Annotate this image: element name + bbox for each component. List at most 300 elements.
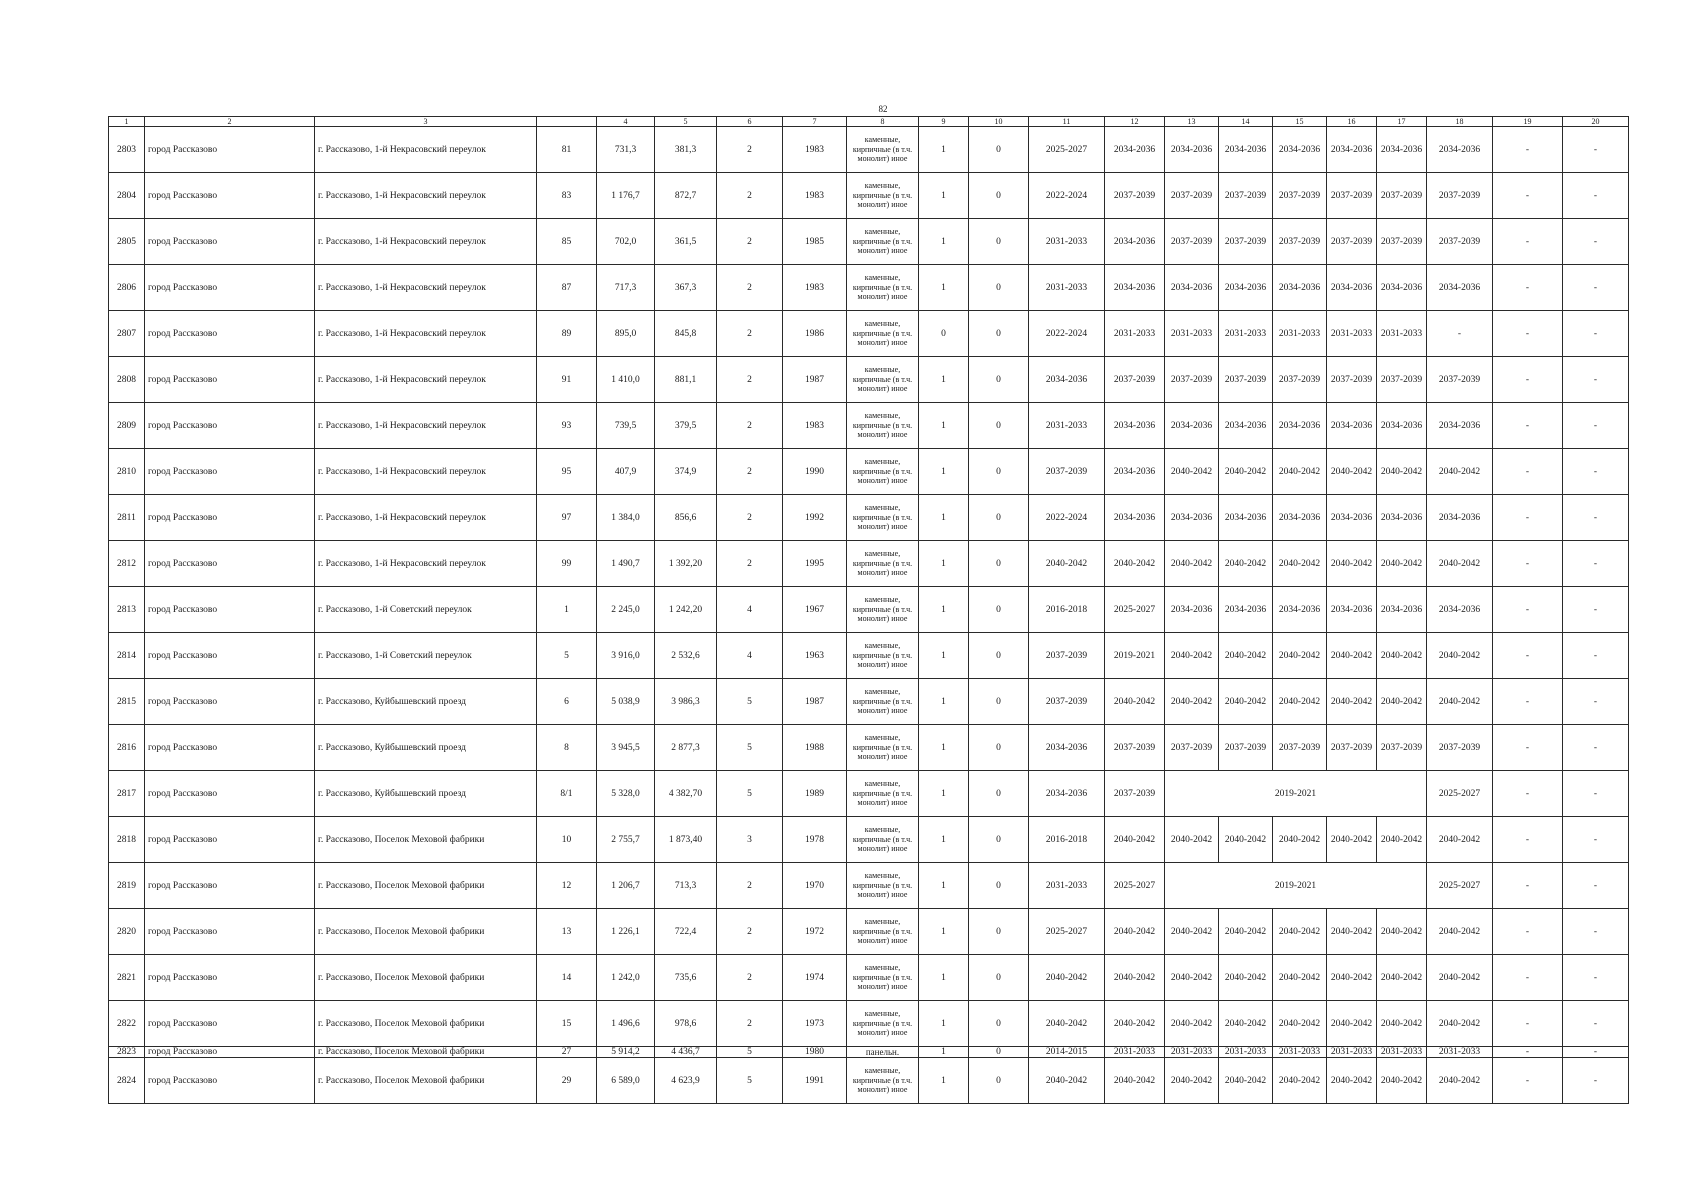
cell-c10: 0	[969, 771, 1029, 817]
cell-c7: 1985	[783, 219, 847, 265]
cell-c8: каменные, кирпичные (в т.ч. монолит) иное	[847, 495, 919, 541]
cell-c5: 722,4	[655, 909, 717, 955]
cell-n: 2805	[109, 219, 145, 265]
cell-house: 13	[537, 909, 597, 955]
cell-c18: 2040-2042	[1427, 679, 1493, 725]
cell-c18: 2040-2042	[1427, 909, 1493, 955]
column-number-13: 13	[1165, 117, 1219, 127]
cell-c18: 2040-2042	[1427, 449, 1493, 495]
cell-c18: -	[1427, 311, 1493, 357]
cell-c10: 0	[969, 1058, 1029, 1104]
housing-register-table	[108, 116, 1629, 1104]
cell-c13: 2034-2036	[1165, 587, 1219, 633]
cell-c8: каменные, кирпичные (в т.ч. монолит) иное	[847, 955, 919, 1001]
cell-house: 93	[537, 403, 597, 449]
cell-c9: 1	[919, 909, 969, 955]
cell-c5: 374,9	[655, 449, 717, 495]
cell-mo: город Рассказово	[145, 587, 315, 633]
cell-c19: -	[1493, 725, 1563, 771]
cell-c7: 1978	[783, 817, 847, 863]
cell-c4: 1 226,1	[597, 909, 655, 955]
cell-c14: 2040-2042	[1219, 679, 1273, 725]
cell-c9: 0	[919, 311, 969, 357]
cell-c16: 2040-2042	[1327, 909, 1377, 955]
cell-c20: -	[1563, 357, 1629, 403]
cell-c20: -	[1563, 1001, 1629, 1047]
cell-mo: город Рассказово	[145, 1001, 315, 1047]
cell-c19: -	[1493, 1058, 1563, 1104]
cell-c11: 2031-2033	[1029, 403, 1105, 449]
cell-c10: 0	[969, 311, 1029, 357]
cell-addr: г. Рассказово, Поселок Меховой фабрики	[315, 1047, 537, 1058]
cell-c5: 856,6	[655, 495, 717, 541]
column-number-7: 7	[783, 117, 847, 127]
table-row	[109, 495, 1629, 541]
cell-c8: каменные, кирпичные (в т.ч. монолит) иное	[847, 541, 919, 587]
cell-c6: 2	[717, 495, 783, 541]
cell-c5: 4 382,70	[655, 771, 717, 817]
cell-c14: 2037-2039	[1219, 219, 1273, 265]
cell-c16: 2034-2036	[1327, 587, 1377, 633]
column-number-blank	[537, 117, 597, 127]
cell-c7: 1963	[783, 633, 847, 679]
cell-c12: 2031-2033	[1105, 311, 1165, 357]
table-row	[109, 863, 1629, 909]
cell-addr: г. Рассказово, Поселок Меховой фабрики	[315, 1058, 537, 1104]
table-row	[109, 909, 1629, 955]
cell-c15: 2040-2042	[1273, 633, 1327, 679]
cell-c19: -	[1493, 1001, 1563, 1047]
cell-c20: -	[1563, 587, 1629, 633]
cell-c8: каменные, кирпичные (в т.ч. монолит) иное	[847, 587, 919, 633]
cell-mo: город Рассказово	[145, 909, 315, 955]
cell-merged: 2019-2021	[1165, 771, 1427, 817]
cell-c10: 0	[969, 1001, 1029, 1047]
cell-c13: 2037-2039	[1165, 219, 1219, 265]
cell-c8: каменные, кирпичные (в т.ч. монолит) иное	[847, 311, 919, 357]
cell-c5: 361,5	[655, 219, 717, 265]
cell-c16: 2040-2042	[1327, 679, 1377, 725]
cell-c7: 1980	[783, 1047, 847, 1058]
cell-c17: 2034-2036	[1377, 587, 1427, 633]
cell-c14: 2034-2036	[1219, 127, 1273, 173]
cell-c5: 1 392,20	[655, 541, 717, 587]
cell-c11: 2014-2015	[1029, 1047, 1105, 1058]
cell-c17: 2031-2033	[1377, 1047, 1427, 1058]
cell-mo: город Рассказово	[145, 265, 315, 311]
cell-c19: -	[1493, 173, 1563, 219]
cell-c14: 2031-2033	[1219, 1047, 1273, 1058]
cell-c18: 2034-2036	[1427, 127, 1493, 173]
cell-c16: 2040-2042	[1327, 633, 1377, 679]
table-row	[109, 127, 1629, 173]
cell-house: 14	[537, 955, 597, 1001]
column-number-19: 19	[1493, 117, 1563, 127]
cell-c13: 2034-2036	[1165, 403, 1219, 449]
cell-c17: 2040-2042	[1377, 955, 1427, 1001]
cell-c17: 2037-2039	[1377, 357, 1427, 403]
cell-c15: 2034-2036	[1273, 265, 1327, 311]
cell-mo: город Рассказово	[145, 955, 315, 1001]
cell-n: 2824	[109, 1058, 145, 1104]
cell-c12: 2034-2036	[1105, 265, 1165, 311]
cell-c10: 0	[969, 633, 1029, 679]
cell-c13: 2037-2039	[1165, 357, 1219, 403]
cell-c11: 2040-2042	[1029, 1058, 1105, 1104]
cell-c17: 2034-2036	[1377, 265, 1427, 311]
cell-c13: 2040-2042	[1165, 541, 1219, 587]
cell-c15: 2031-2033	[1273, 311, 1327, 357]
cell-c17: 2040-2042	[1377, 1001, 1427, 1047]
table-row	[109, 1047, 1629, 1058]
cell-c4: 895,0	[597, 311, 655, 357]
cell-n: 2813	[109, 587, 145, 633]
cell-c16: 2037-2039	[1327, 219, 1377, 265]
column-number-2: 2	[145, 117, 315, 127]
cell-c4: 1 496,6	[597, 1001, 655, 1047]
cell-c4: 1 242,0	[597, 955, 655, 1001]
cell-c19: -	[1493, 955, 1563, 1001]
cell-c19: -	[1493, 817, 1563, 863]
cell-c13: 2040-2042	[1165, 449, 1219, 495]
cell-house: 83	[537, 173, 597, 219]
cell-c8: панельн.	[847, 1047, 919, 1058]
cell-c16: 2040-2042	[1327, 449, 1377, 495]
cell-mo: город Рассказово	[145, 771, 315, 817]
cell-c6: 2	[717, 311, 783, 357]
page-number: 82	[878, 104, 888, 114]
cell-c17: 2034-2036	[1377, 403, 1427, 449]
cell-c8: каменные, кирпичные (в т.ч. монолит) иное	[847, 127, 919, 173]
cell-c20: -	[1563, 495, 1629, 541]
cell-c8: каменные, кирпичные (в т.ч. монолит) иное	[847, 771, 919, 817]
cell-c9: 1	[919, 1001, 969, 1047]
cell-c11: 2034-2036	[1029, 357, 1105, 403]
cell-c11: 2025-2027	[1029, 127, 1105, 173]
cell-c18: 2025-2027	[1427, 863, 1493, 909]
cell-mo: город Рассказово	[145, 679, 315, 725]
cell-c5: 845,8	[655, 311, 717, 357]
table-row	[109, 541, 1629, 587]
cell-c13: 2040-2042	[1165, 955, 1219, 1001]
table-row	[109, 265, 1629, 311]
cell-n: 2810	[109, 449, 145, 495]
cell-c14: 2037-2039	[1219, 725, 1273, 771]
cell-c7: 1983	[783, 403, 847, 449]
cell-c16: 2040-2042	[1327, 541, 1377, 587]
cell-c14: 2040-2042	[1219, 541, 1273, 587]
column-number-14: 14	[1219, 117, 1273, 127]
cell-c10: 0	[969, 955, 1029, 1001]
cell-c5: 735,6	[655, 955, 717, 1001]
cell-mo: город Рассказово	[145, 219, 315, 265]
cell-c13: 2037-2039	[1165, 725, 1219, 771]
table-row	[109, 357, 1629, 403]
cell-c5: 3 986,3	[655, 679, 717, 725]
cell-c20: -	[1563, 1058, 1629, 1104]
cell-addr: г. Рассказово, Поселок Меховой фабрики	[315, 955, 537, 1001]
cell-c15: 2031-2033	[1273, 1047, 1327, 1058]
cell-c20: -	[1563, 863, 1629, 909]
cell-addr: г. Рассказово, 1-й Некрасовский переулок	[315, 541, 537, 587]
cell-c11: 2037-2039	[1029, 679, 1105, 725]
cell-c7: 1983	[783, 127, 847, 173]
cell-addr: г. Рассказово, Поселок Меховой фабрики	[315, 909, 537, 955]
cell-c18: 2037-2039	[1427, 219, 1493, 265]
cell-c10: 0	[969, 679, 1029, 725]
cell-merged: 2019-2021	[1165, 863, 1427, 909]
cell-c10: 0	[969, 403, 1029, 449]
cell-c12: 2034-2036	[1105, 219, 1165, 265]
cell-c7: 1990	[783, 449, 847, 495]
cell-c19: -	[1493, 863, 1563, 909]
cell-c11: 2040-2042	[1029, 541, 1105, 587]
cell-c8: каменные, кирпичные (в т.ч. монолит) иное	[847, 357, 919, 403]
cell-c4: 1 384,0	[597, 495, 655, 541]
column-number-18: 18	[1427, 117, 1493, 127]
cell-c12: 2037-2039	[1105, 725, 1165, 771]
cell-addr: г. Рассказово, Поселок Меховой фабрики	[315, 1001, 537, 1047]
cell-c4: 407,9	[597, 449, 655, 495]
cell-c10: 0	[969, 265, 1029, 311]
cell-c15: 2040-2042	[1273, 1001, 1327, 1047]
cell-c7: 1987	[783, 357, 847, 403]
cell-c20: -	[1563, 725, 1629, 771]
cell-addr: г. Рассказово, 1-й Некрасовский переулок	[315, 403, 537, 449]
cell-c11: 2031-2033	[1029, 863, 1105, 909]
cell-c5: 872,7	[655, 173, 717, 219]
cell-c14: 2040-2042	[1219, 449, 1273, 495]
cell-c6: 2	[717, 219, 783, 265]
cell-c8: каменные, кирпичные (в т.ч. монолит) иное	[847, 1001, 919, 1047]
cell-c18: 2034-2036	[1427, 403, 1493, 449]
cell-c20: -	[1563, 955, 1629, 1001]
cell-c11: 2037-2039	[1029, 633, 1105, 679]
cell-c16: 2031-2033	[1327, 311, 1377, 357]
cell-c19: -	[1493, 357, 1563, 403]
cell-c12: 2040-2042	[1105, 1001, 1165, 1047]
cell-c18: 2040-2042	[1427, 541, 1493, 587]
table-row	[109, 725, 1629, 771]
cell-c5: 881,1	[655, 357, 717, 403]
cell-c12: 2040-2042	[1105, 955, 1165, 1001]
table-row	[109, 1058, 1629, 1104]
cell-c8: каменные, кирпичные (в т.ч. монолит) иное	[847, 633, 919, 679]
cell-c4: 5 328,0	[597, 771, 655, 817]
cell-c13: 2040-2042	[1165, 1058, 1219, 1104]
cell-mo: город Рассказово	[145, 863, 315, 909]
cell-c14: 2040-2042	[1219, 1001, 1273, 1047]
cell-c9: 1	[919, 955, 969, 1001]
cell-c16: 2040-2042	[1327, 817, 1377, 863]
cell-c12: 2034-2036	[1105, 495, 1165, 541]
cell-c17: 2037-2039	[1377, 725, 1427, 771]
column-number-5: 5	[655, 117, 717, 127]
column-number-8: 8	[847, 117, 919, 127]
cell-c8: каменные, кирпичные (в т.ч. монолит) иное	[847, 219, 919, 265]
cell-c19: -	[1493, 265, 1563, 311]
cell-c9: 1	[919, 817, 969, 863]
cell-n: 2811	[109, 495, 145, 541]
cell-c8: каменные, кирпичные (в т.ч. монолит) иное	[847, 725, 919, 771]
cell-c5: 381,3	[655, 127, 717, 173]
column-number-3: 3	[315, 117, 537, 127]
cell-c8: каменные, кирпичные (в т.ч. монолит) иное	[847, 265, 919, 311]
column-number-20: 20	[1563, 117, 1629, 127]
cell-c18: 2040-2042	[1427, 817, 1493, 863]
cell-c6: 3	[717, 817, 783, 863]
cell-c7: 1983	[783, 265, 847, 311]
cell-house: 15	[537, 1001, 597, 1047]
cell-c11: 2031-2033	[1029, 265, 1105, 311]
cell-c6: 4	[717, 587, 783, 633]
cell-mo: город Рассказово	[145, 541, 315, 587]
cell-c19: -	[1493, 311, 1563, 357]
cell-c6: 2	[717, 265, 783, 311]
table-row	[109, 173, 1629, 219]
cell-house: 12	[537, 863, 597, 909]
cell-c16: 2037-2039	[1327, 357, 1377, 403]
cell-house: 99	[537, 541, 597, 587]
cell-c13: 2040-2042	[1165, 909, 1219, 955]
cell-c5: 1 242,20	[655, 587, 717, 633]
cell-c8: каменные, кирпичные (в т.ч. монолит) иное	[847, 863, 919, 909]
cell-mo: город Рассказово	[145, 403, 315, 449]
table-row	[109, 311, 1629, 357]
cell-c4: 1 176,7	[597, 173, 655, 219]
cell-c4: 739,5	[597, 403, 655, 449]
cell-c12: 2040-2042	[1105, 1058, 1165, 1104]
cell-c9: 1	[919, 679, 969, 725]
cell-house: 5	[537, 633, 597, 679]
column-number-9: 9	[919, 117, 969, 127]
cell-n: 2819	[109, 863, 145, 909]
cell-c10: 0	[969, 587, 1029, 633]
cell-addr: г. Рассказово, Поселок Меховой фабрики	[315, 863, 537, 909]
cell-c13: 2031-2033	[1165, 311, 1219, 357]
cell-c19: -	[1493, 1047, 1563, 1058]
cell-c13: 2034-2036	[1165, 495, 1219, 541]
cell-c12: 2037-2039	[1105, 357, 1165, 403]
cell-n: 2803	[109, 127, 145, 173]
cell-c19: -	[1493, 541, 1563, 587]
cell-c8: каменные, кирпичные (в т.ч. монолит) иное	[847, 817, 919, 863]
column-number-12: 12	[1105, 117, 1165, 127]
cell-c18: 2037-2039	[1427, 173, 1493, 219]
cell-c10: 0	[969, 219, 1029, 265]
cell-c12: 2034-2036	[1105, 449, 1165, 495]
cell-c15: 2034-2036	[1273, 127, 1327, 173]
cell-c15: 2037-2039	[1273, 725, 1327, 771]
cell-c6: 5	[717, 771, 783, 817]
cell-c14: 2034-2036	[1219, 265, 1273, 311]
cell-c7: 1995	[783, 541, 847, 587]
cell-c17: 2031-2033	[1377, 311, 1427, 357]
cell-mo: город Рассказово	[145, 817, 315, 863]
cell-c7: 1970	[783, 863, 847, 909]
cell-c11: 2022-2024	[1029, 311, 1105, 357]
cell-c19: -	[1493, 587, 1563, 633]
cell-c20: -	[1563, 127, 1629, 173]
cell-c4: 3 916,0	[597, 633, 655, 679]
cell-addr: г. Рассказово, 1-й Советский переулок	[315, 587, 537, 633]
cell-c18: 2037-2039	[1427, 725, 1493, 771]
cell-c12: 2037-2039	[1105, 771, 1165, 817]
cell-c9: 1	[919, 771, 969, 817]
cell-addr: г. Рассказово, 1-й Некрасовский переулок	[315, 265, 537, 311]
cell-c14: 2040-2042	[1219, 633, 1273, 679]
cell-c6: 5	[717, 679, 783, 725]
cell-c9: 1	[919, 219, 969, 265]
cell-c13: 2040-2042	[1165, 817, 1219, 863]
cell-c8: каменные, кирпичные (в т.ч. монолит) иное	[847, 679, 919, 725]
cell-c6: 2	[717, 357, 783, 403]
cell-c13: 2040-2042	[1165, 679, 1219, 725]
cell-c7: 1973	[783, 1001, 847, 1047]
cell-c15: 2037-2039	[1273, 357, 1327, 403]
cell-c9: 1	[919, 449, 969, 495]
table-row	[109, 771, 1629, 817]
cell-c13: 2034-2036	[1165, 265, 1219, 311]
cell-n: 2809	[109, 403, 145, 449]
cell-c18: 2040-2042	[1427, 1001, 1493, 1047]
cell-n: 2818	[109, 817, 145, 863]
cell-n: 2815	[109, 679, 145, 725]
cell-c11: 2022-2024	[1029, 495, 1105, 541]
cell-addr: г. Рассказово, 1-й Некрасовский переулок	[315, 219, 537, 265]
cell-c18: 2040-2042	[1427, 1058, 1493, 1104]
cell-addr: г. Рассказово, 1-й Некрасовский переулок	[315, 311, 537, 357]
cell-c11: 2034-2036	[1029, 725, 1105, 771]
cell-c4: 5 038,9	[597, 679, 655, 725]
cell-c9: 1	[919, 495, 969, 541]
cell-c7: 1992	[783, 495, 847, 541]
cell-c11: 2022-2024	[1029, 173, 1105, 219]
cell-c10: 0	[969, 817, 1029, 863]
cell-house: 8	[537, 725, 597, 771]
cell-c10: 0	[969, 495, 1029, 541]
cell-c9: 1	[919, 587, 969, 633]
cell-house: 6	[537, 679, 597, 725]
table-row	[109, 679, 1629, 725]
cell-addr: г. Рассказово, Куйбышевский проезд	[315, 771, 537, 817]
cell-c14: 2037-2039	[1219, 173, 1273, 219]
cell-c14: 2031-2033	[1219, 311, 1273, 357]
cell-c6: 4	[717, 633, 783, 679]
cell-house: 8/1	[537, 771, 597, 817]
cell-c5: 2 532,6	[655, 633, 717, 679]
cell-c10: 0	[969, 1047, 1029, 1058]
cell-c12: 2040-2042	[1105, 909, 1165, 955]
cell-c6: 2	[717, 403, 783, 449]
cell-c15: 2040-2042	[1273, 679, 1327, 725]
cell-c7: 1989	[783, 771, 847, 817]
cell-c5: 978,6	[655, 1001, 717, 1047]
cell-c17: 2040-2042	[1377, 633, 1427, 679]
cell-c8: каменные, кирпичные (в т.ч. монолит) иное	[847, 1058, 919, 1104]
cell-c13: 2034-2036	[1165, 127, 1219, 173]
cell-c19: -	[1493, 403, 1563, 449]
cell-c10: 0	[969, 863, 1029, 909]
cell-c16: 2040-2042	[1327, 955, 1377, 1001]
column-number-11: 11	[1029, 117, 1105, 127]
cell-c12: 2040-2042	[1105, 679, 1165, 725]
cell-c5: 4 436,7	[655, 1047, 717, 1058]
cell-n: 2820	[109, 909, 145, 955]
column-number-row	[109, 117, 1629, 127]
table-row	[109, 817, 1629, 863]
cell-c7: 1991	[783, 1058, 847, 1104]
